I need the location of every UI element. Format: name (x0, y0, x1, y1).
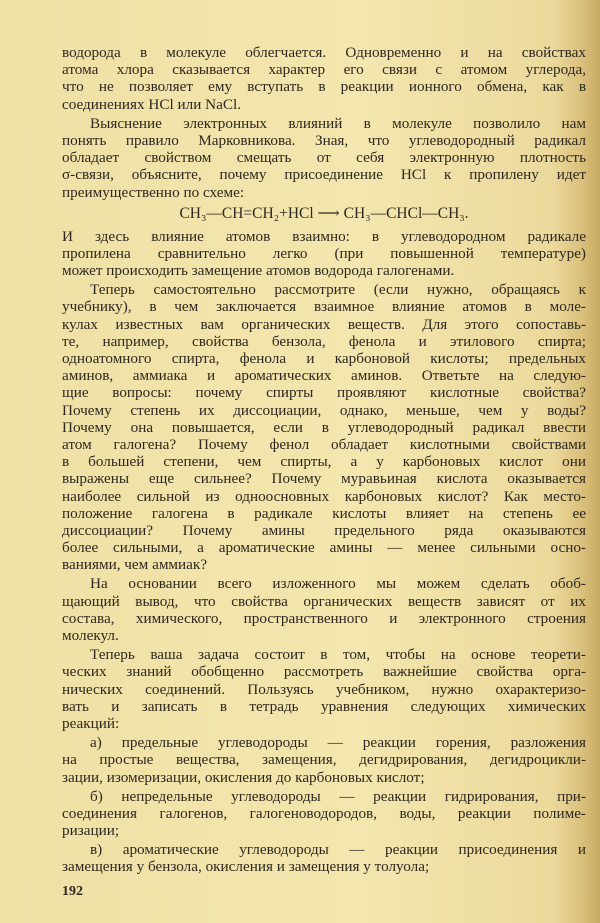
text-line: обладает свойством смещать от себя электронную плотность (62, 149, 586, 167)
text-line: ческих знаний обобщенно рассмотреть важнейшие свойства орга- (62, 663, 586, 681)
text-line: ризации; (62, 822, 120, 840)
text-line: пропилена сравнительно легко (при повышенной температуре) (62, 244, 586, 262)
text-line: а) предельные углеводороды — реакции горения, разложения (90, 734, 586, 752)
text-line: на простые вещества, замещения, дегидрирования, дегидроцикли- (62, 751, 586, 769)
page-body-text (62, 44, 586, 900)
paragraph (62, 44, 586, 113)
text-line: щие вопросы: почему спирты проявляют кислотные свойства? (62, 384, 586, 402)
text-line: На основании всего изложенного мы можем сделать обоб- (90, 575, 586, 593)
text-line: преимущественно по схеме: (62, 183, 245, 201)
text-line: водорода в молекуле облегчается. Одновременно и на свойствах (62, 44, 586, 61)
paragraph (62, 115, 586, 201)
text-line: Теперь самостоятельно рассмотрите (если нужно, обращаясь к (90, 281, 586, 299)
text-line: наиболее сильной из одноосновных карбоновых кислот? Как место- (62, 487, 586, 505)
text-line: диссоциации? Почему амины предельного ряда оказываются (62, 521, 586, 539)
paragraph (62, 734, 586, 786)
text-line: нических соединений. Пользуясь учебником, нужно охарактеризо- (62, 680, 586, 698)
chemical-equation: CH₃—CH=CH₂+HCl ⟶ CH₃—CHCl—CH₃. (179, 204, 469, 222)
text-line: И здесь влияние атомов взаимно: в углеводородном радикале (62, 227, 586, 245)
text-line: соединения галогенов, галогеноводородов, воды, реакции полиме- (62, 804, 586, 822)
text-line: замещения у бензола, окисления и замещения у толуола; (62, 858, 430, 876)
text-line: состава, химического, пространственного и электронного строения (62, 609, 586, 627)
text-line: выражены еще сильнее? Почему муравьиная кислота оказывается (62, 470, 586, 488)
text-line: те, например, свойства бензола, фенола и этилового спирта; (62, 332, 586, 350)
page-number: 192 (62, 883, 83, 899)
text-line: положение галогена в радикале кислоты влияет на степень ее (62, 504, 586, 522)
text-line: вать и записать в тетрадь уравнения следующих химических (62, 697, 586, 715)
text-line: щающий вывод, что свойства органических веществ зависят от их (62, 592, 586, 610)
paragraph (62, 841, 586, 875)
text-line: молекул. (62, 627, 119, 644)
text-line: зации, изомеризации, окисления до карбоновых кислот; (62, 768, 425, 786)
text-line: ваниями, чем аммиак? (62, 556, 208, 574)
text-line: что не позволяет ему вступать в реакции ионного обмена, как в (62, 78, 586, 96)
text-line: может происходить замещение атомов водорода галогенами. (62, 262, 455, 280)
text-line: одноатомного спирта, фенола и карбоновой кислоты; предельных (62, 350, 586, 367)
text-line: аминов, аммиака и ароматических аминов. Ответьте на следую- (62, 367, 586, 385)
text-line: атом галогена? Почему фенол обладает кислотными свойствами (62, 435, 586, 453)
paragraph (62, 575, 586, 644)
text-line: б) непредельные углеводороды — реакции гидрирования, при- (90, 787, 586, 805)
text-line: Теперь ваша задача состоит в том, чтобы на основе теорети- (90, 646, 586, 664)
text-line: в большей степени, чем спирты, а у карбоновых кислот они (62, 453, 586, 471)
text-line: в) ароматические углеводороды — реакции присоединения и (90, 841, 586, 859)
text-line: соединениях HCl или NaCl. (62, 95, 242, 113)
paragraph (62, 228, 586, 280)
text-line: Почему степень их диссоциации, однако, меньше, чем у воды? (62, 401, 586, 419)
text-line: более сильными, а ароматические амины — менее сильными осно- (62, 539, 586, 557)
text-line: атома хлора сказывается характер его связи с атомом углерода, (62, 61, 586, 79)
text-line: σ-связи, объясните, почему присоединение HCl к пропилену идет (62, 166, 586, 184)
text-line: понять правило Марковникова. Зная, что углеводородный радикал (62, 131, 586, 149)
text-line: реакций: (62, 714, 120, 732)
paragraphs (62, 44, 586, 876)
text-line: кулах известных вам органических веществ. Для этого сопоставь- (62, 315, 586, 333)
text-line: Выяснение электронных влияний в молекуле позволило нам (90, 114, 586, 132)
text-line: Почему она повышается, если в углеводородный радикал ввести (62, 418, 586, 436)
paragraph (62, 788, 586, 840)
text-line: учебнику), в чем заключается взаимное влияние атомов в моле- (62, 298, 586, 316)
paragraph (62, 646, 586, 732)
paragraph (62, 281, 586, 573)
